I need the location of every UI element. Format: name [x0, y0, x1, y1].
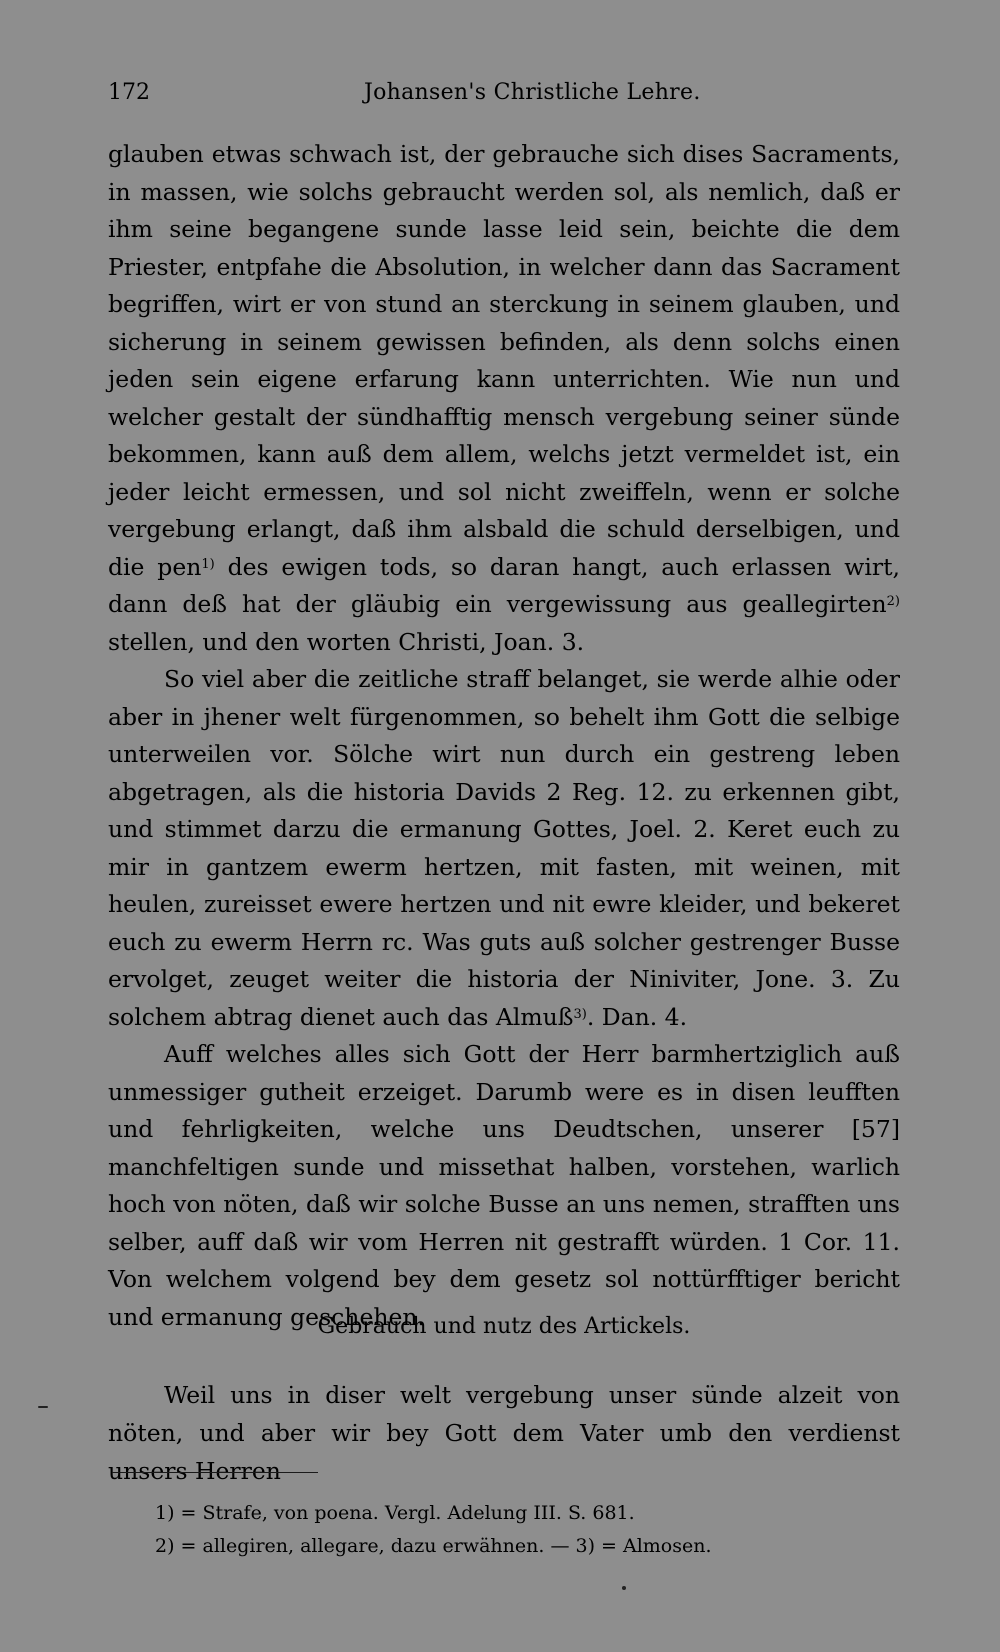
- footnote-ref-2: 2): [886, 594, 900, 609]
- page-number: 172: [108, 80, 150, 105]
- section-paragraph: Weil uns in diser welt vergebung unser sünde alzeit von nöten, und aber wir bey Gott dem Vater umb den verdienst unsers Herren: [108, 1381, 900, 1485]
- body-text: [108, 136, 900, 1336]
- paragraph-3: Auff welches alles sich Gott der Herr barmhertziglich auß unmessiger gutheit erzeiget. Darumb were es in disen leufften und fehrligkeiten, welche uns Deudtschen, unserer [57] manchfeltigen sunde und missethat halben, vorstehen, warlich hoch von nöten, daß wir solche Busse an uns nemen, strafften uns selber, auff daß wir vom Herren nit gestrafft würden. 1 Cor. 11. Von welchem volgend bey dem gesetz sol nottürfftiger bericht und ermanung geschehen.: [108, 1040, 900, 1331]
- footnotes: [155, 1497, 875, 1563]
- footnote-ref-3: 3): [573, 1006, 587, 1022]
- paragraph-1: [108, 136, 900, 661]
- print-speck: [38, 1406, 48, 1408]
- paragraph-1-text: glauben etwas schwach ist, der gebrauche sich dises Sacraments, in massen, wie solchs gebraucht werden sol, als nemlich, daß er ihm seine begangene sunde lasse leid sein, beichte die dem Priester, entpfahe die Absolution, in welcher dann das Sacrament begriffen, wirt er von stund an sterckung in seinem glauben, und sicherung in seinem gewissen befinden, als denn solchs einen jeden sein eigene erfarung kann unterrichten. Wie nun und welcher gestalt der sündhafftig mensch vergebung seiner sünde bekommen, kann auß dem allem, welchs jetzt vermeldet ist, ein jeder leicht ermessen, und sol nicht zweiffeln, wenn er solche vergebung erlangt, daß ihm alsbald die schuld derselbigen, und die pen: [108, 140, 900, 581]
- running-head: [108, 80, 900, 110]
- paragraph-2: [108, 661, 900, 1036]
- section-heading: Gebrauch und nutz des Artickels.: [317, 1314, 691, 1339]
- paragraph-2-text: So viel aber die zeitliche straff belanget, sie werde alhie oder aber in jhener welt fürgenommen, so behelt ihm Gott die selbige unterweilen vor. Sölche wirt nun durch ein gestreng leben abgetragen, als die historia Davids 2 Reg. 12. zu erkennen gibt, und stimmet darzu die ermanung Gottes, Joel. 2. Keret euch zu mir in gantzem ewerm hertzen, mit fasten, mit weinen, mit heulen, zureisset ewere hertzen und nit ewre kleider, und bekeret euch zu ewerm Herrn rc. Was guts auß solcher gestrenger Busse ervolget, zeuget weiter die historia der Niniviter, Jone. 3. Zu solchem abtrag dienet auch das Almuß: [108, 665, 900, 1031]
- footnote-2: 2) = allegiren, allegare, dazu erwähnen. — 3) = Almosen.: [155, 1535, 712, 1557]
- footnote-1: 1) = Strafe, von poena. Vergl. Adelung III. S. 681.: [155, 1502, 635, 1524]
- paragraph-1-tail-b: stellen, und den worten Christi, Joan. 3.: [108, 627, 585, 656]
- paragraph-2-tail: . Dan. 4.: [586, 1002, 688, 1031]
- running-title: Johansen's Christliche Lehre.: [364, 80, 701, 105]
- paragraph-1-tail-a: des ewigen tods, so daran hangt, auch erlassen wirt, dann deß hat der gläubig ein vergewissung aus geallegirten: [108, 552, 900, 618]
- print-speck: [622, 1586, 626, 1590]
- footnote-divider: [112, 1472, 318, 1473]
- footnote-ref-1: 1): [201, 556, 215, 572]
